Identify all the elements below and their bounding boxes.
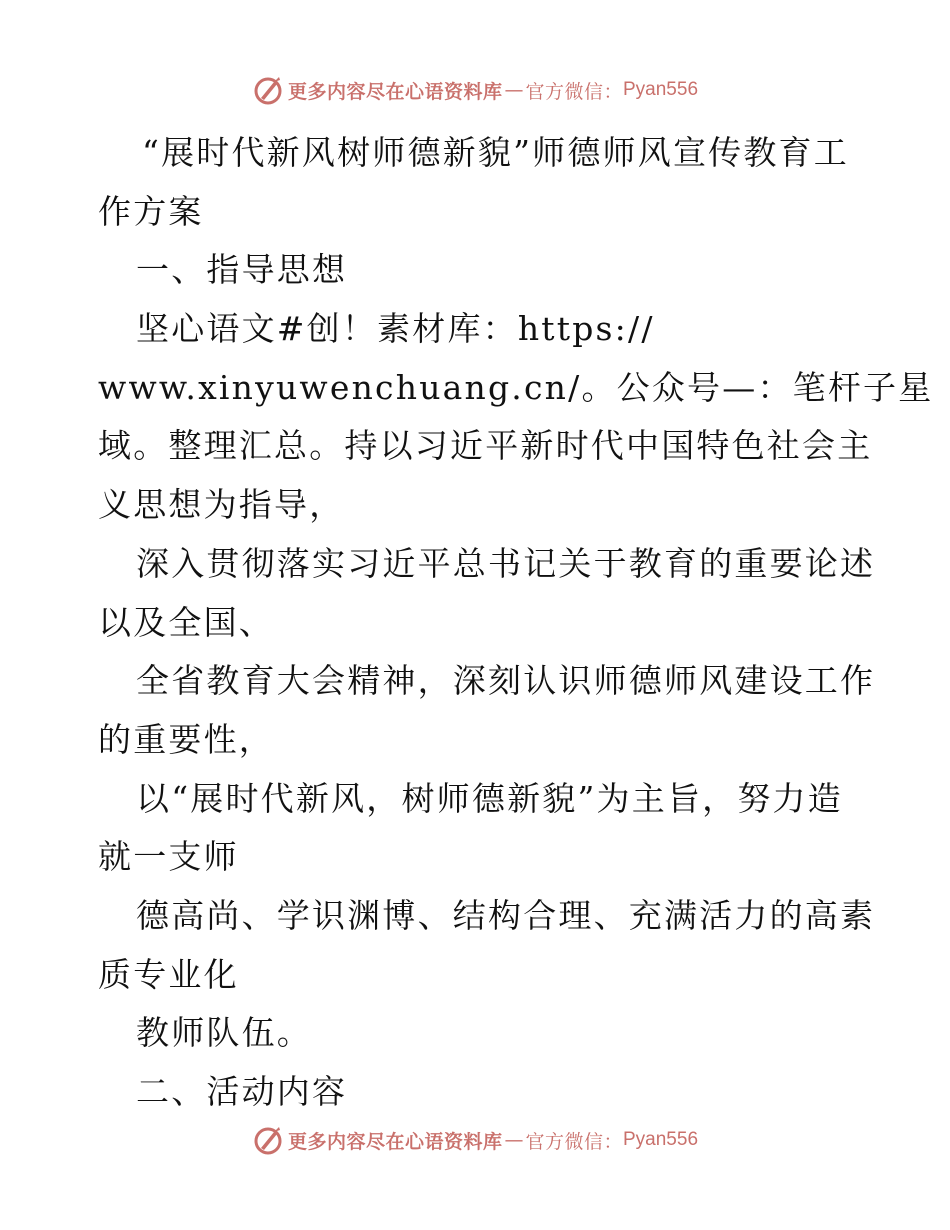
document-title-line-1: “展时代新风树师德新貌”师德师风宣传教育工 [142,133,849,172]
paragraph-line: 域。整理汇总。持以习近平新时代中国特色社会主 [98,426,873,466]
paragraph-line: 就一支师 [98,837,239,877]
paragraph-line: 坚心语文#创！素材库：https:// [136,309,655,349]
section-heading-guiding-thought: 一、指导思想 [136,250,348,290]
footer-watermark-banner [0,1120,950,1160]
header-watermark-banner [0,70,950,110]
watermark-wechat-label: 官方微信： [525,80,623,103]
section-heading-activity-content: 二、活动内容 [136,1072,348,1111]
watermark-wechat-id: Pyan556 [623,1129,699,1150]
paragraph-line: 义思想为指导， [98,485,345,525]
document-body [98,124,934,1122]
watermark-wechat-label: 官方微信： [525,1130,623,1153]
paragraph-line: 的重要性， [98,719,274,759]
paragraph-line: 质专业化 [98,954,239,994]
watermark-brand-text: 更多内容尽在心语资料库 [287,1130,503,1153]
watermark-brand-text: 更多内容尽在心语资料库 [287,80,503,103]
paragraph-line: 教师队伍。 [136,1013,312,1053]
paragraph-line: 以及全国、 [98,602,274,642]
watermark-separator: — [504,79,524,101]
watermark-separator: — [504,1129,524,1151]
quill-logo-icon [252,1124,284,1156]
document-title-line-2: 作方案 [98,191,204,231]
paragraph-line: 全省教育大会精神，深刻认识师德师风建设工作 [136,661,876,701]
paragraph-line: 德高尚、学识渊博、结构合理、充满活力的高素 [136,895,876,935]
paragraph-line: 深入贯彻落实习近平总书记关于教育的重要论述 [136,543,876,583]
quill-logo-icon [252,74,284,106]
watermark-wechat-id: Pyan556 [623,79,699,100]
paragraph-line: 以“展时代新风，树师德新貌”为主旨，努力造 [136,778,843,818]
paragraph-line: www.xinyuwenchuang.cn/。公众号—：笔杆子星 [98,367,934,407]
